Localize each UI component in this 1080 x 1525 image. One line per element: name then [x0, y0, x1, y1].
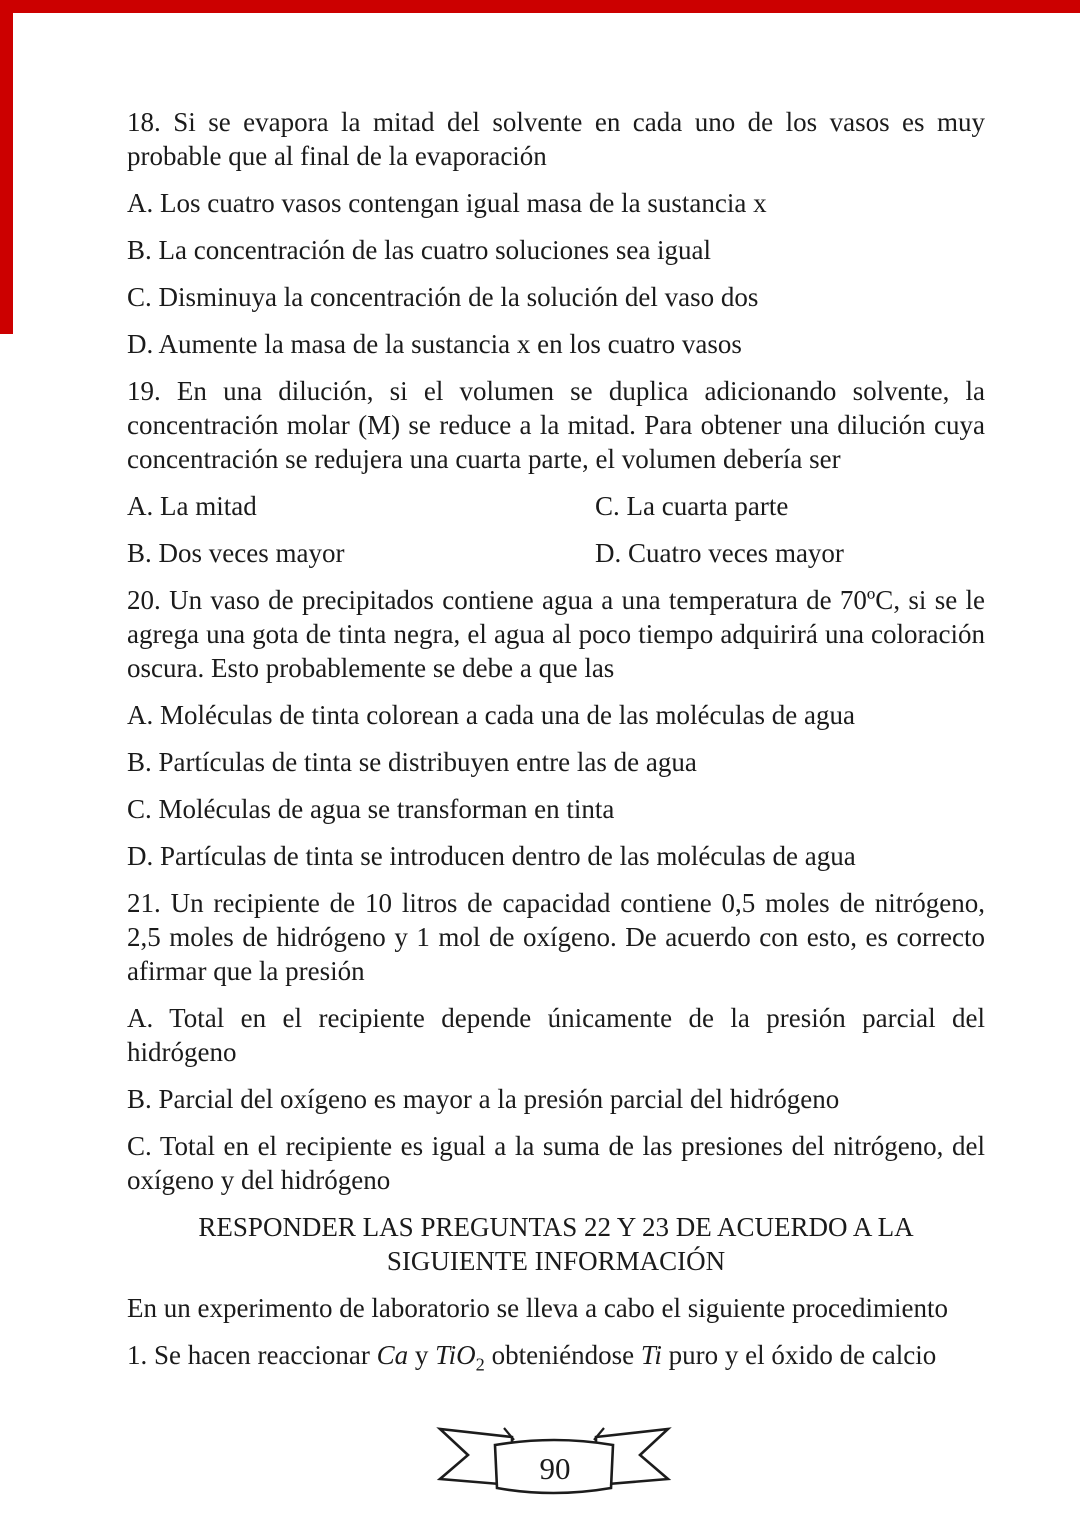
- question-18-option-c: C. Disminuya la concentración de la solución del vaso dos: [127, 282, 759, 312]
- question-19-option-c: C. La cuarta parte: [595, 491, 789, 521]
- step-text: obteniéndose: [484, 1340, 641, 1370]
- question-21-stem: 21. Un recipiente de 10 litros de capacidad contiene 0,5 moles de nitrógeno, 2,5 moles de hidrógeno y 1 mol de oxígeno. De acuerdo con esto, es correcto afirmar que la presión: [127, 888, 985, 986]
- question-18-stem: 18. Si se evapora la mitad del solvente en cada uno de los vasos es muy probable que al final de la evaporación: [127, 107, 985, 171]
- question-19-option-d: D. Cuatro veces mayor: [595, 538, 844, 568]
- question-20-option-c: C. Moléculas de agua se transforman en tinta: [127, 794, 615, 824]
- step-text: puro y el óxido de calcio: [661, 1340, 937, 1370]
- step-text: y: [408, 1340, 436, 1370]
- question-21-option-b: B. Parcial del oxígeno es mayor a la presión parcial del hidrógeno: [127, 1084, 840, 1114]
- question-21-option-c: C. Total en el recipiente es igual a la suma de las presiones del nitrógeno, del oxígeno y del hidrógeno: [127, 1131, 985, 1195]
- scan-edge-top-border: [0, 0, 1080, 13]
- step-text: 1. Se hacen reaccionar: [127, 1340, 377, 1370]
- procedure-step-1: [127, 1338, 985, 1381]
- question-19-option-a: A. La mitad: [127, 491, 257, 521]
- formula-ti: Ti: [640, 1340, 662, 1370]
- question-18-option-b: B. La concentración de las cuatro soluciones sea igual: [127, 235, 712, 265]
- section-header-line-2: SIGUIENTE INFORMACIÓN: [386, 1246, 726, 1276]
- section-intro: En un experimento de laboratorio se lleva a cabo el siguiente procedimiento: [127, 1293, 948, 1323]
- question-20-option-b: B. Partículas de tinta se distribuyen entre las de agua: [127, 747, 697, 777]
- question-18-option-d: D. Aumente la masa de la sustancia x en los cuatro vasos: [127, 329, 742, 359]
- formula-tio2-subscript: 2: [475, 1354, 485, 1375]
- section-header: [127, 1210, 985, 1278]
- page-number: 90: [539, 1451, 571, 1486]
- question-19-stem: 19. En una dilución, si el volumen se duplica adicionando solvente, la concentración molar (M) se reduce a la mitad. Para obtener una dilución cuya concentración se redujera una cuarta parte, el volumen debería ser: [127, 376, 985, 474]
- question-19-options-row-1: [127, 489, 985, 523]
- question-20-stem: 20. Un vaso de precipitados contiene agua a una temperatura de 70ºC, si se le agrega una gota de tinta negra, el agua al poco tiempo adquirirá una coloración oscura. Esto probablemente se debe a que las: [127, 585, 985, 683]
- scan-edge-left-border: [0, 0, 13, 334]
- question-18-option-a: A. Los cuatro vasos contengan igual masa de la sustancia x: [127, 188, 767, 218]
- question-20-option-a: A. Moléculas de tinta colorean a cada una de las moléculas de agua: [127, 700, 855, 730]
- question-19-option-b: B. Dos veces mayor: [127, 538, 345, 568]
- page-number-ribbon: [434, 1421, 674, 1501]
- ribbon-banner-icon: [434, 1421, 674, 1501]
- exam-content: [127, 99, 985, 1394]
- question-21-option-a: A. Total en el recipiente depende únicamente de la presión parcial del hidrógeno: [127, 1003, 985, 1067]
- question-19-options-row-2: [127, 536, 985, 570]
- formula-tio2: TiO: [435, 1340, 476, 1370]
- formula-ca: Ca: [376, 1340, 409, 1370]
- section-header-line-1: RESPONDER LAS PREGUNTAS 22 Y 23 DE ACUERDO A LA: [198, 1212, 914, 1242]
- question-20-option-d: D. Partículas de tinta se introducen dentro de las moléculas de agua: [127, 841, 856, 871]
